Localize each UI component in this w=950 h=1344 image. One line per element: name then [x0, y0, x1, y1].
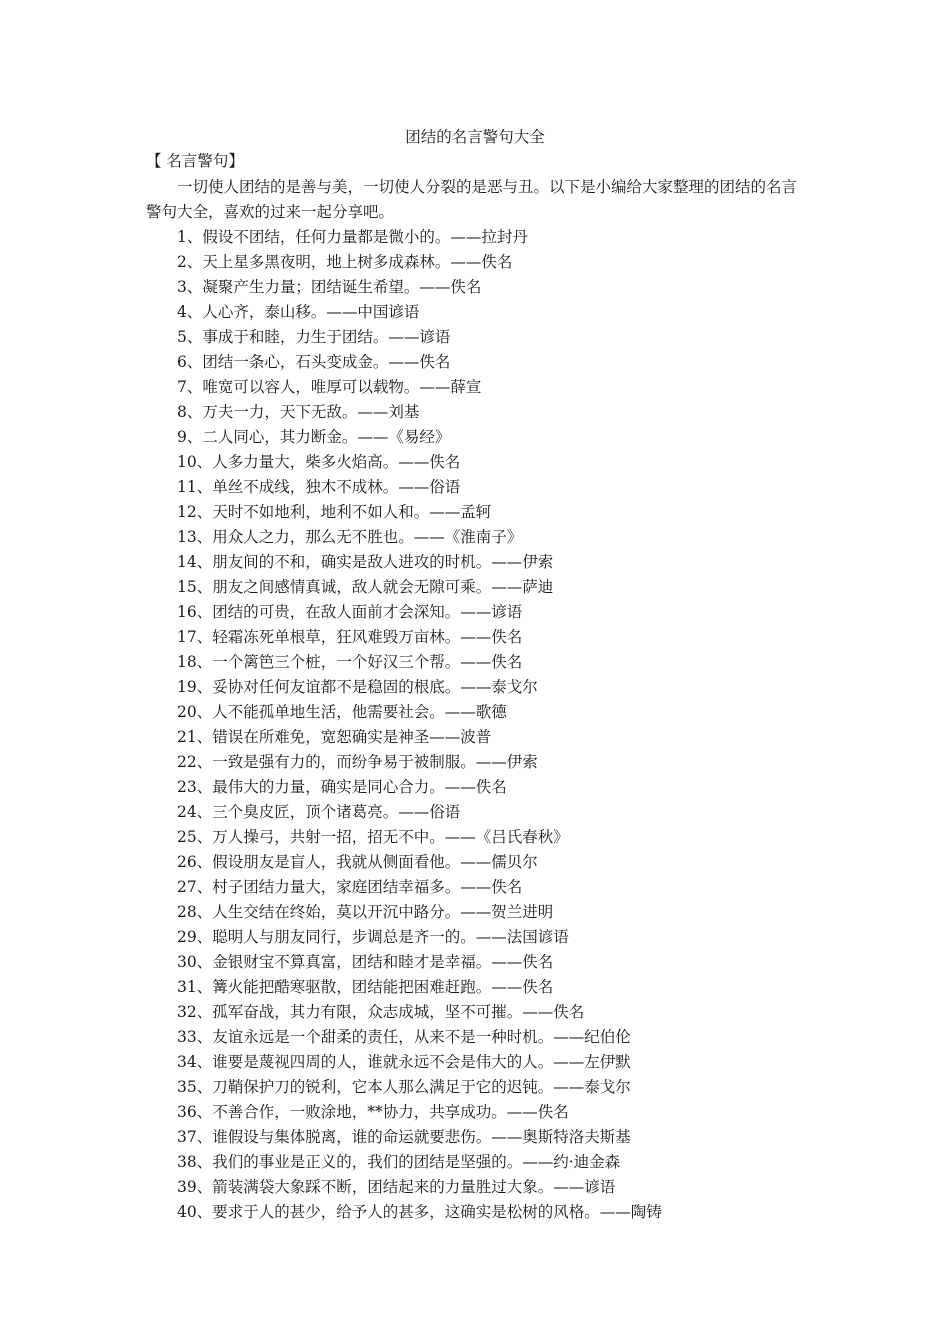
quote-item: 21、错误在所难免，宽恕确实是神圣——波普 [177, 728, 492, 746]
quote-item: 33、友谊永远是一个甜柔的责任，从来不是一种时机。——纪伯伦 [177, 1028, 631, 1046]
quote-list [177, 225, 817, 1225]
quote-item: 38、我们的事业是正义的，我们的团结是坚强的。——约·迪金森 [177, 1153, 621, 1171]
quote-item: 13、用众人之力，那么无不胜也。——《淮南子》 [177, 528, 523, 546]
quote-item: 20、人不能孤单地生活，他需要社会。——歌德 [177, 703, 507, 721]
quote-item: 29、聪明人与朋友同行，步调总是齐一的。——法国谚语 [177, 928, 569, 946]
quote-item: 16、团结的可贵，在敌人面前才会深知。——谚语 [177, 603, 523, 621]
quote-item: 26、假设朋友是盲人，我就从侧面看他。——儒贝尔 [177, 853, 538, 871]
quote-item: 31、篝火能把酷寒驱散，团结能把困难赶跑。——佚名 [177, 978, 554, 996]
quote-item: 6、团结一条心，石头变成金。——佚名 [177, 353, 451, 371]
quote-item: 25、万人操弓，共射一招，招无不中。——《吕氏春秋》 [177, 828, 569, 846]
intro-paragraph [146, 175, 811, 225]
quote-item: 39、箭装满袋大象踩不断，团结起来的力量胜过大象。——谚语 [177, 1178, 616, 1196]
section-label: 【 名言警句】 [146, 152, 244, 170]
quote-item: 5、事成于和睦，力生于团结。——谚语 [177, 328, 451, 346]
quote-item: 7、唯宽可以容人，唯厚可以载物。——薛宣 [177, 378, 482, 396]
quote-item: 1、假设不团结，任何力量都是微小的。——拉封丹 [177, 228, 528, 246]
intro-text: 一切使人团结的是善与美，一切使人分裂的是恶与丑。以下是小编给大家整理的团结的名言警句大全，喜欢的过来一起分享吧。 [146, 178, 798, 221]
quote-item: 17、轻霜冻死单根草，狂风难毁万亩林。——佚名 [177, 628, 523, 646]
quote-item: 12、天时不如地利，地利不如人和。——孟轲 [177, 503, 492, 521]
quote-item: 10、人多力量大，柴多火焰高。——佚名 [177, 453, 461, 471]
document-title: 团结的名言警句大全 [405, 128, 545, 146]
quote-item: 28、人生交结在终始，莫以开沉中路分。——贺兰进明 [177, 903, 554, 921]
quote-item: 19、妥协对任何友谊都不是稳固的根底。——泰戈尔 [177, 678, 538, 696]
quote-item: 4、人心齐，泰山移。——中国谚语 [177, 303, 420, 321]
quote-item: 35、刀鞘保护刀的锐利，它本人那么满足于它的迟钝。——泰戈尔 [177, 1078, 631, 1096]
quote-item: 18、一个篱笆三个桩，一个好汉三个帮。——佚名 [177, 653, 523, 671]
quote-item: 2、天上星多黑夜明，地上树多成森林。——佚名 [177, 253, 513, 271]
quote-item: 15、朋友之间感情真诚，敌人就会无隙可乘。——萨迪 [177, 578, 554, 596]
quote-item: 32、孤军奋战，其力有限，众志成城，坚不可摧。——佚名 [177, 1003, 585, 1021]
quote-item: 34、谁要是蔑视四周的人，谁就永远不会是伟大的人。——左伊默 [177, 1053, 631, 1071]
quote-item: 11、单丝不成线，独木不成林。——俗语 [177, 478, 461, 496]
quote-item: 36、不善合作，一败涂地，**协力，共享成功。——佚名 [177, 1103, 569, 1121]
quote-item: 23、最伟大的力量，确实是同心合力。——佚名 [177, 778, 507, 796]
quote-item: 24、三个臭皮匠，顶个诸葛亮。——俗语 [177, 803, 461, 821]
quote-item: 3、凝聚产生力量；团结诞生希望。——佚名 [177, 278, 482, 296]
quote-item: 30、金银财宝不算真富，团结和睦才是幸福。——佚名 [177, 953, 554, 971]
quote-item: 14、朋友间的不和，确实是敌人进攻的时机。——伊索 [177, 553, 554, 571]
quote-item: 8、万夫一力，天下无敌。——刘基 [177, 403, 420, 421]
quote-item: 22、一致是强有力的，而纷争易于被制服。——伊索 [177, 753, 538, 771]
quote-item: 9、二人同心，其力断金。——《易经》 [177, 428, 451, 446]
quote-item: 27、村子团结力量大，家庭团结幸福多。——佚名 [177, 878, 523, 896]
quote-item: 37、谁假设与集体脱离，谁的命运就要悲伤。——奥斯特洛夫斯基 [177, 1128, 631, 1146]
quote-item: 40、要求于人的甚少，给予人的甚多，这确实是松树的风格。——陶铸 [177, 1203, 662, 1221]
